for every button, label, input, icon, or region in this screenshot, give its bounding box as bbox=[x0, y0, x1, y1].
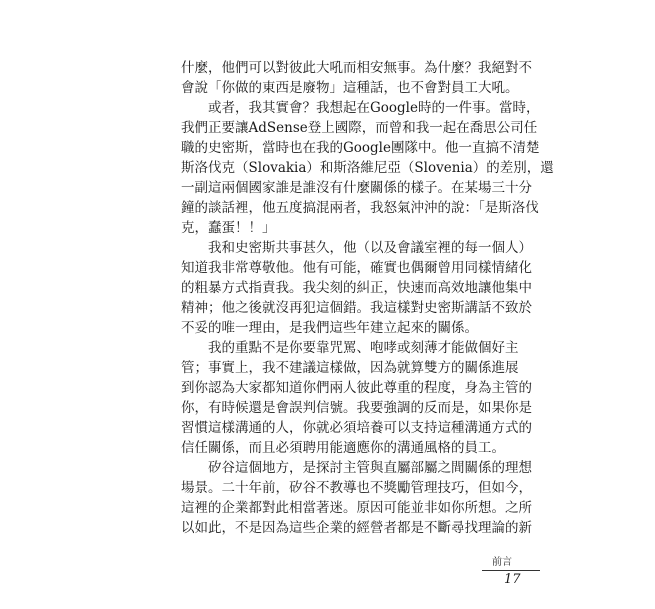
text-line: 的粗暴方式指責我。我尖刻的糾正，快速而高效地讓他集中 bbox=[181, 280, 532, 296]
text-line: 我的重點不是你要靠咒罵、咆哮或刻薄才能做個好主 bbox=[208, 340, 519, 356]
section-title: 前言 bbox=[492, 557, 512, 568]
text-line: 克，蠢蛋！！」 bbox=[181, 220, 276, 236]
text-line: 斯洛伐克（Slovakia）和斯洛維尼亞（Slovenia）的差別，還 bbox=[181, 160, 554, 176]
text-line: 以如此，不是因為這些企業的經營者都是不斷尋找理論的新 bbox=[181, 520, 532, 536]
text-line: 我們正要讓AdSense登上國際，而曾和我一起在喬思公司任 bbox=[181, 120, 538, 136]
text-line: 會說「你做的東西是廢物」這種話，也不會對員工大吼。 bbox=[181, 80, 519, 96]
text-line: 這裡的企業都對此相當著迷。原因可能並非如你所想。之所 bbox=[181, 500, 532, 516]
page-footer bbox=[482, 557, 542, 588]
page-number: 17 bbox=[504, 572, 521, 587]
text-line: 矽谷這個地方，是探討主管與直屬部屬之間關係的理想 bbox=[208, 460, 532, 476]
text-line: 知道我非常尊敬他。他有可能，確實也偶爾曾用同樣情緒化 bbox=[181, 260, 532, 276]
text-line: 我和史密斯共事甚久，他（以及會議室裡的每一個人） bbox=[208, 240, 532, 256]
text-line: 鐘的談話裡，他五度搞混兩者，我怒氣沖沖的說：「是斯洛伐 bbox=[181, 200, 539, 216]
body-text bbox=[181, 58, 554, 538]
footer-rule bbox=[482, 570, 540, 571]
text-line: 職的史密斯，當時也在我的Google團隊中。他一直搞不清楚 bbox=[181, 140, 540, 156]
text-line: 不妥的唯一理由，是我們這些年建立起來的關係。 bbox=[181, 320, 478, 336]
text-line: 信任關係，而且必須聘用能適應你的溝通風格的員工。 bbox=[181, 440, 505, 456]
text-line: 你，有時候還是會誤判信號。我要強調的反而是，如果你是 bbox=[181, 400, 532, 416]
text-line: 到你認為大家都知道你們兩人彼此尊重的程度，身為主管的 bbox=[181, 380, 532, 396]
text-line: 或者，我其實會？我想起在Google時的一件事。當時， bbox=[208, 100, 540, 116]
text-line: 精神；他之後就沒再犯這個錯。我這樣對史密斯講話不致於 bbox=[181, 300, 532, 316]
text-line: 管；事實上，我不建議這樣做，因為就算雙方的關係進展 bbox=[181, 360, 519, 376]
text-line: 習慣這樣溝通的人，你就必須培養可以支持這種溝通方式的 bbox=[181, 420, 532, 436]
text-line: 一副這兩個國家誰是誰沒有什麼關係的樣子。在某場三十分 bbox=[181, 180, 532, 196]
text-line: 場景。二十年前，矽谷不教導也不獎勵管理技巧，但如今， bbox=[181, 480, 532, 496]
text-line: 什麼，他們可以對彼此大吼而相安無事。為什麼？我絕對不 bbox=[181, 60, 532, 76]
